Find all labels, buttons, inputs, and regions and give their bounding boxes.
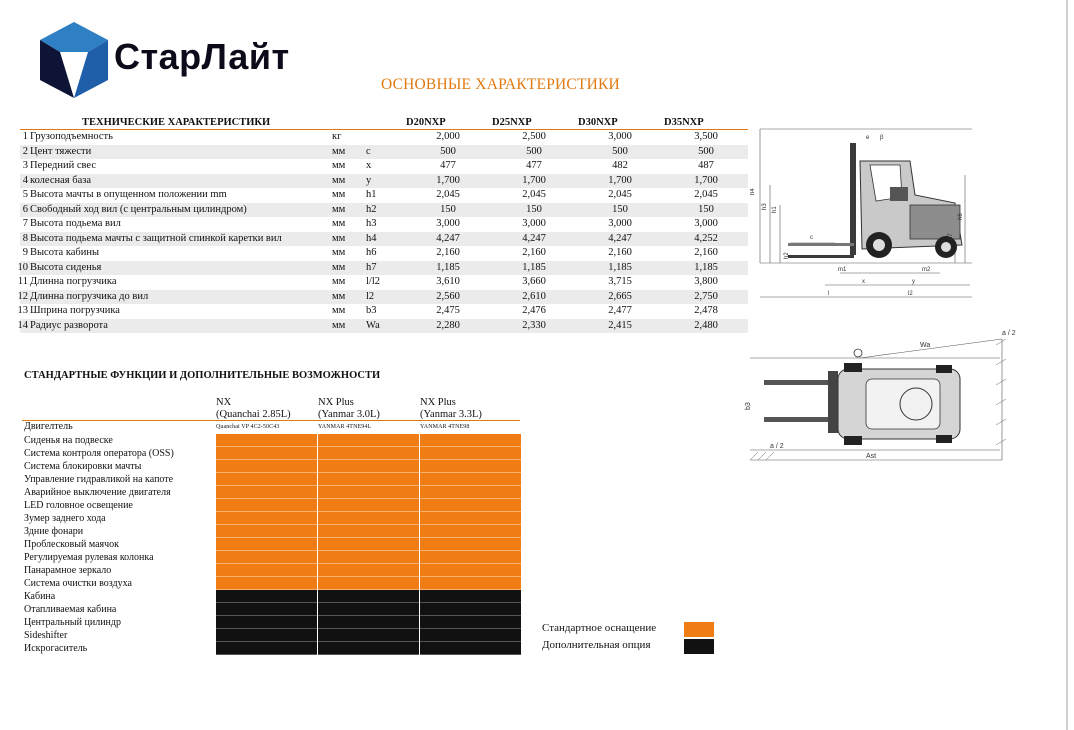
legend-optional-label: Дополнительная опция — [542, 639, 651, 651]
feature-row — [22, 512, 522, 525]
spec-row-symbol: x — [366, 160, 372, 171]
spec-value-d20nxp: 2,160 — [436, 247, 460, 258]
page-title: ОСНОВНЫЕ ХАРАКТЕРИСТИКИ — [381, 76, 620, 93]
spec-row-symbol: h2 — [366, 203, 377, 215]
features-table — [22, 434, 522, 655]
spec-value-d30nxp: 2,477 — [608, 305, 632, 316]
feature-row-label: Система контроля оператора (OSS) — [24, 448, 174, 459]
feature-row-label: Центральный цилиндр — [24, 617, 121, 628]
feature-cell-opt-col-3 — [420, 590, 521, 603]
spec-row — [20, 246, 748, 261]
spec-row-symbol: h3 — [366, 218, 377, 229]
spec-row-unit: мм — [332, 276, 346, 287]
spec-row — [20, 203, 748, 218]
feature-cell-std-col-2 — [318, 512, 419, 525]
feature-row-label: Система очистки воздуха — [24, 578, 132, 589]
side-label-e: e — [866, 135, 870, 141]
legend-standard-label: Стандартное оснащение — [542, 622, 657, 634]
feature-col-3-header — [420, 397, 482, 420]
spec-row-unit: мм — [332, 319, 346, 331]
spec-value-d30nxp: 1,700 — [608, 174, 632, 186]
spec-value-d25nxp: 3,000 — [522, 218, 546, 229]
spec-value-d35nxp: 2,750 — [694, 290, 718, 302]
features-header-divider — [22, 420, 520, 421]
spec-value-d35nxp: 1,700 — [694, 174, 718, 186]
side-label-y: y — [912, 279, 915, 285]
top-label-wa: Wa — [920, 342, 931, 349]
spec-value-d35nxp: 150 — [698, 203, 714, 215]
feature-row — [22, 551, 522, 564]
spec-value-d20nxp: 2,475 — [436, 305, 460, 316]
feature-row — [22, 642, 522, 655]
top-label-a2-left: a / 2 — [770, 443, 784, 450]
feature-cell-std-col-2 — [318, 577, 419, 590]
spec-row-number: 13 — [17, 305, 28, 316]
feature-row — [22, 486, 522, 499]
side-label-l: l — [828, 291, 830, 297]
feature-cell-opt-col-1 — [216, 603, 317, 616]
engine-col-1: Quanchai VP 4C2-50C43 — [216, 424, 280, 430]
features-title: СТАНДАРТНЫЕ ФУНКЦИИ И ДОПОЛНИТЕЛЬНЫЕ ВОЗМОЖНОСТИ — [24, 370, 381, 381]
spec-row — [20, 159, 748, 174]
spec-value-d20nxp: 1,700 — [436, 174, 460, 186]
side-label-c: c — [810, 235, 813, 241]
spec-value-d20nxp: 1,185 — [436, 261, 460, 273]
spec-value-d20nxp: 3,610 — [436, 276, 460, 287]
feature-row — [22, 564, 522, 577]
side-label-x: x — [862, 279, 865, 285]
side-label-h2: h2 — [784, 252, 790, 259]
feature-cell-std-col-3 — [420, 577, 521, 590]
spec-value-d25nxp: 477 — [526, 160, 542, 171]
spec-rows — [17, 130, 748, 333]
feature-cell-std-col-1 — [216, 473, 317, 486]
feature-cell-std-col-2 — [318, 473, 419, 486]
feature-cell-std-col-2 — [318, 447, 419, 460]
spec-value-d20nxp: 150 — [440, 203, 456, 215]
feature-cell-std-col-3 — [420, 434, 521, 447]
feature-cell-opt-col-3 — [420, 642, 521, 655]
spec-row-name: Цент тяжести — [30, 145, 92, 157]
feature-cell-opt-col-1 — [216, 629, 317, 642]
feature-row — [22, 603, 522, 616]
top-label-ast: Ast — [866, 453, 877, 460]
feature-cell-std-col-1 — [216, 512, 317, 525]
spec-row-name: колесная база — [30, 174, 92, 186]
side-label-h6: h6 — [958, 213, 964, 220]
feature-cell-opt-col-1 — [216, 616, 317, 629]
feature-col-2-engine-size: (Yanmar 3.0L) — [318, 408, 380, 420]
side-label-h3: h3 — [762, 203, 768, 210]
spec-value-d30nxp: 500 — [612, 145, 628, 157]
spec-row-unit: мм — [332, 232, 346, 244]
side-label-m2: m2 — [922, 267, 931, 273]
spec-row-unit: мм — [332, 261, 346, 273]
spec-row-number: 7 — [22, 218, 28, 229]
feature-row-label: Аварийное выключение двигателя — [24, 487, 171, 498]
spec-row-symbol: h1 — [366, 189, 377, 200]
feature-cell-opt-col-1 — [216, 590, 317, 603]
feature-col-2-header — [318, 397, 380, 420]
feature-cell-std-col-1 — [216, 577, 317, 590]
spec-row-symbol: l/l2 — [366, 276, 381, 287]
spec-row-unit: мм — [332, 174, 346, 186]
spec-row-name: Высота мачты в опущенном положении mm — [30, 189, 227, 200]
spec-row — [20, 232, 748, 247]
feature-row — [22, 473, 522, 486]
feature-cell-std-col-1 — [216, 564, 317, 577]
logo-cube-icon — [36, 20, 114, 100]
feature-cell-std-col-3 — [420, 525, 521, 538]
feature-cell-std-col-2 — [318, 486, 419, 499]
top-label-b3: b3 — [745, 402, 752, 410]
model-header-4: D35NXP — [664, 117, 704, 128]
spec-row-name: Высота подьема мачты с защитной спинкой каретки вил — [30, 232, 282, 244]
model-header-3: D30NXP — [578, 117, 618, 128]
spec-value-d30nxp: 150 — [612, 203, 628, 215]
spec-value-d30nxp: 4,247 — [608, 232, 632, 244]
feature-cell-std-col-1 — [216, 486, 317, 499]
feature-row-label: Здние фонари — [24, 526, 84, 537]
spec-value-d25nxp: 4,247 — [522, 232, 546, 244]
spec-value-d25nxp: 2,500 — [522, 131, 546, 142]
engine-col-3: YANMAR 4TNE98 — [420, 424, 470, 430]
legend-optional — [542, 639, 651, 651]
spec-row-name: Длинна погрузчика до вил — [30, 290, 149, 302]
feature-row — [22, 590, 522, 603]
feature-cell-std-col-3 — [420, 564, 521, 577]
feature-row — [22, 525, 522, 538]
feature-row — [22, 447, 522, 460]
spec-row-symbol: l2 — [366, 290, 375, 302]
engine-label: Двигелтель — [24, 421, 73, 432]
feature-col-1-engine-size: (Quanchai 2.85L) — [216, 408, 291, 420]
company-logo — [36, 20, 336, 100]
side-label-h1: h1 — [772, 206, 778, 213]
spec-row-name: Радиус разворота — [30, 319, 108, 331]
spec-value-d20nxp: 4,247 — [436, 232, 460, 244]
legend-standard — [542, 622, 656, 634]
spec-row-unit: мм — [332, 203, 346, 215]
feature-cell-opt-col-2 — [318, 629, 419, 642]
feature-row-label: Sideshifter — [24, 630, 68, 641]
spec-value-d35nxp: 4,252 — [694, 232, 718, 244]
feature-cell-std-col-3 — [420, 447, 521, 460]
legend-optional-swatch — [684, 639, 714, 654]
spec-table — [17, 116, 748, 333]
feature-row-label: Управление гидравликой на капоте — [24, 474, 174, 485]
spec-row-symbol: Wa — [366, 319, 380, 331]
feature-row — [22, 434, 522, 447]
feature-col-2-name: NX Plus — [318, 397, 354, 408]
spec-value-d35nxp: 3,000 — [694, 218, 718, 229]
feature-cell-std-col-3 — [420, 486, 521, 499]
side-label-beta: β — [880, 135, 884, 141]
feature-row — [22, 499, 522, 512]
spec-row — [17, 275, 748, 290]
feature-cell-std-col-2 — [318, 551, 419, 564]
spec-value-d20nxp: 2,560 — [436, 290, 460, 302]
spec-value-d25nxp: 1,185 — [522, 261, 546, 273]
spec-row-name: Грузоподъемность — [30, 131, 113, 142]
spec-row-name: Высота сиденья — [30, 261, 102, 273]
spec-value-d35nxp: 2,045 — [694, 189, 718, 200]
spec-row-symbol: h6 — [366, 247, 377, 258]
feature-cell-opt-col-2 — [318, 642, 419, 655]
spec-row — [17, 319, 748, 334]
spec-value-d30nxp: 2,415 — [608, 319, 632, 331]
feature-cell-std-col-2 — [318, 499, 419, 512]
spec-value-d35nxp: 2,160 — [694, 247, 718, 258]
feature-cell-std-col-1 — [216, 460, 317, 473]
feature-row-label: Регулируемая рулевая колонка — [24, 552, 154, 563]
feature-cell-std-col-2 — [318, 564, 419, 577]
model-header-1: D20NXP — [406, 117, 446, 128]
feature-cell-std-col-2 — [318, 538, 419, 551]
spec-row-unit: мм — [332, 218, 346, 229]
spec-row-unit: мм — [332, 290, 346, 302]
spec-value-d20nxp: 2,045 — [436, 189, 460, 200]
feature-row-label: Панарамное зеркало — [24, 565, 112, 576]
side-label-h4: h4 — [750, 188, 756, 195]
feature-row — [22, 616, 522, 629]
spec-row-number: 4 — [22, 174, 28, 186]
spec-table-header — [20, 116, 748, 130]
feature-cell-std-col-1 — [216, 525, 317, 538]
feature-cell-std-col-3 — [420, 473, 521, 486]
spec-row-unit: мм — [332, 189, 346, 200]
feature-col-3-name: NX Plus — [420, 397, 456, 408]
spec-row-symbol: h7 — [366, 261, 377, 273]
forklift-top-diagram — [740, 325, 1040, 470]
feature-cell-std-col-1 — [216, 447, 317, 460]
spec-row-name: Высота кабины — [30, 247, 100, 258]
spec-value-d35nxp: 3,500 — [694, 131, 718, 142]
spec-value-d35nxp: 487 — [698, 160, 714, 171]
feature-cell-std-col-3 — [420, 551, 521, 564]
spec-value-d30nxp: 3,715 — [608, 276, 632, 287]
spec-value-d20nxp: 2,000 — [436, 131, 460, 142]
feature-row — [22, 577, 522, 590]
spec-row-unit: кг — [332, 131, 342, 142]
spec-value-d20nxp: 3,000 — [436, 218, 460, 229]
forklift-side-diagram — [750, 125, 980, 305]
spec-row-name: Высота подьема вил — [30, 218, 121, 229]
feature-cell-std-col-1 — [216, 434, 317, 447]
feature-row — [22, 460, 522, 473]
feature-cell-opt-col-3 — [420, 616, 521, 629]
spec-row-unit: мм — [332, 305, 346, 316]
spec-row-number: 8 — [22, 232, 28, 244]
feature-col-1-header — [216, 397, 291, 420]
spec-row-symbol: y — [366, 174, 372, 186]
spec-row — [20, 217, 748, 232]
spec-value-d25nxp: 2,045 — [522, 189, 546, 200]
spec-row-number: 5 — [22, 189, 28, 200]
spec-row — [20, 188, 748, 203]
feature-cell-std-col-3 — [420, 538, 521, 551]
spec-row-name: Длинна погрузчика — [30, 276, 117, 287]
spec-row — [17, 304, 748, 319]
side-label-l2: l2 — [908, 291, 913, 297]
spec-row — [20, 145, 748, 160]
feature-cell-opt-col-3 — [420, 629, 521, 642]
feature-row-label: Проблесковый маячок — [24, 539, 120, 550]
spec-row-number: 3 — [22, 160, 28, 171]
spec-row-number: 12 — [17, 290, 28, 302]
feature-cell-opt-col-2 — [318, 616, 419, 629]
feature-row-label: Зумер заднего хода — [24, 513, 106, 524]
spec-value-d35nxp: 2,480 — [694, 319, 718, 331]
page-right-border — [1066, 0, 1068, 730]
feature-cell-opt-col-1 — [216, 642, 317, 655]
feature-col-3-engine-size: (Yanmar 3.3L) — [420, 408, 482, 420]
feature-cell-std-col-1 — [216, 499, 317, 512]
spec-row-symbol: c — [366, 145, 371, 157]
feature-cell-opt-col-3 — [420, 603, 521, 616]
feature-row — [22, 538, 522, 551]
spec-header-title: ТЕХНИЧЕСКИЕ ХАРАКТЕРИСТИКИ — [82, 117, 271, 128]
spec-value-d35nxp: 500 — [698, 145, 714, 157]
spec-row — [17, 290, 748, 305]
feature-cell-std-col-1 — [216, 538, 317, 551]
logo-text: СтарЛайт — [114, 36, 290, 77]
legend-standard-swatch — [684, 622, 714, 637]
spec-value-d35nxp: 2,478 — [694, 305, 718, 316]
spec-value-d25nxp: 1,700 — [522, 174, 546, 186]
spec-value-d30nxp: 2,045 — [608, 189, 632, 200]
feature-row-label: Кабина — [24, 591, 56, 602]
spec-row-symbol: b3 — [366, 305, 377, 316]
spec-row-number: 9 — [22, 247, 28, 258]
spec-value-d20nxp: 477 — [440, 160, 456, 171]
spec-value-d30nxp: 1,185 — [608, 261, 632, 273]
spec-value-d35nxp: 1,185 — [694, 261, 718, 273]
spec-row-unit: мм — [332, 145, 346, 157]
spec-row — [20, 174, 748, 189]
spec-value-d25nxp: 2,160 — [522, 247, 546, 258]
spec-row-symbol: h4 — [366, 232, 377, 244]
spec-row — [20, 130, 748, 145]
feature-row-label: LED головное освещение — [24, 500, 133, 511]
spec-row-number: 2 — [22, 145, 28, 157]
side-label-m1: m1 — [838, 267, 847, 273]
spec-value-d30nxp: 3,000 — [608, 131, 632, 142]
feature-col-1-name: NX — [216, 397, 232, 408]
feature-row-label: Отапливаемая кабина — [24, 604, 117, 615]
feature-cell-std-col-2 — [318, 460, 419, 473]
spec-row-name: Свободный ход вил (с центральным цилиндром) — [30, 203, 247, 215]
feature-cell-opt-col-2 — [318, 603, 419, 616]
spec-value-d25nxp: 150 — [526, 203, 542, 215]
feature-cell-std-col-3 — [420, 512, 521, 525]
spec-row-number: 14 — [17, 319, 28, 331]
spec-row-name: Шприна погрузчика — [30, 305, 120, 316]
feature-cell-opt-col-2 — [318, 590, 419, 603]
spec-row-number: 11 — [17, 276, 28, 287]
feature-row-label: Система блокировки мачты — [24, 461, 142, 472]
spec-value-d35nxp: 3,800 — [694, 276, 718, 287]
feature-row — [22, 629, 522, 642]
spec-row — [17, 261, 748, 276]
spec-value-d20nxp: 2,280 — [436, 319, 460, 331]
spec-row-name: Передний свес — [30, 160, 96, 171]
feature-cell-std-col-3 — [420, 460, 521, 473]
feature-cell-std-col-2 — [318, 525, 419, 538]
spec-value-d25nxp: 500 — [526, 145, 542, 157]
spec-value-d25nxp: 2,610 — [522, 290, 546, 302]
spec-value-d25nxp: 3,660 — [522, 276, 546, 287]
feature-row-label: Искрогаситель — [24, 643, 88, 654]
feature-row-label: Сиденья на подвеске — [24, 435, 113, 446]
spec-value-d30nxp: 2,665 — [608, 290, 632, 302]
spec-row-number: 1 — [22, 131, 28, 142]
feature-cell-std-col-2 — [318, 434, 419, 447]
spec-value-d20nxp: 500 — [440, 145, 456, 157]
spec-value-d25nxp: 2,330 — [522, 319, 546, 331]
spec-value-d25nxp: 2,476 — [522, 305, 546, 316]
spec-value-d30nxp: 2,160 — [608, 247, 632, 258]
spec-row-unit: мм — [332, 160, 346, 171]
feature-cell-std-col-3 — [420, 499, 521, 512]
spec-row-unit: мм — [332, 247, 346, 258]
spec-value-d30nxp: 482 — [612, 160, 628, 171]
engine-col-2: YANMAR 4TNE94L — [318, 424, 372, 430]
spec-value-d30nxp: 3,000 — [608, 218, 632, 229]
spec-row-number: 6 — [22, 203, 28, 215]
top-label-a2-right: a / 2 — [1002, 330, 1016, 337]
feature-cell-std-col-1 — [216, 551, 317, 564]
spec-row-number: 10 — [17, 261, 28, 273]
side-label-h7: h7 — [948, 233, 954, 240]
model-header-2: D25NXP — [492, 117, 532, 128]
